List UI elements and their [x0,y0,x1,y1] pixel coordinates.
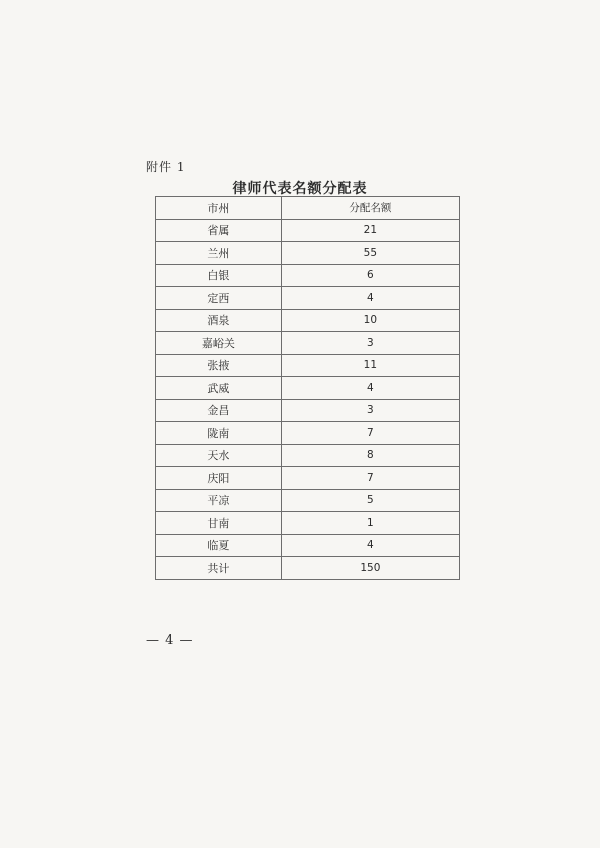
table-row [156,512,460,535]
quota-cell: 8 [281,444,459,467]
table-row [156,219,460,242]
city-cell: 兰州 [156,242,282,265]
table-row [156,534,460,557]
quota-cell: 4 [281,287,459,310]
city-cell: 张掖 [156,354,282,377]
quota-cell: 1 [281,512,459,535]
attachment-label: 附件 1 [146,160,186,174]
quota-cell: 5 [281,489,459,512]
city-cell: 武威 [156,377,282,400]
table-row [156,242,460,265]
table-row [156,422,460,445]
city-cell: 定西 [156,287,282,310]
quota-cell: 11 [281,354,459,377]
table-row [156,264,460,287]
table-row [156,467,460,490]
table-row [156,489,460,512]
table-row [156,399,460,422]
city-cell: 省属 [156,219,282,242]
quota-cell: 7 [281,422,459,445]
city-cell: 白银 [156,264,282,287]
document-title: 律师代表名额分配表 [232,181,368,197]
city-cell: 陇南 [156,422,282,445]
table-row [156,332,460,355]
quota-cell: 21 [281,219,459,242]
city-cell: 酒泉 [156,309,282,332]
header-city: 市州 [156,197,282,220]
table-row [156,287,460,310]
city-cell: 临夏 [156,534,282,557]
quota-cell: 3 [281,332,459,355]
city-cell: 嘉峪关 [156,332,282,355]
quota-cell: 4 [281,534,459,557]
city-cell: 甘南 [156,512,282,535]
city-cell: 天水 [156,444,282,467]
table-total-row [156,557,460,580]
city-cell: 平凉 [156,489,282,512]
page-number: — 4 — [146,633,194,648]
table-row [156,444,460,467]
table-row [156,354,460,377]
header-quota: 分配名额 [281,197,459,220]
table-row [156,377,460,400]
quota-cell: 55 [281,242,459,265]
table-header-row [156,197,460,220]
quota-cell: 4 [281,377,459,400]
quota-table [155,196,460,580]
quota-cell: 7 [281,467,459,490]
quota-cell: 10 [281,309,459,332]
table-row [156,309,460,332]
quota-cell: 3 [281,399,459,422]
total-value-cell: 150 [281,557,459,580]
quota-cell: 6 [281,264,459,287]
city-cell: 庆阳 [156,467,282,490]
city-cell: 金昌 [156,399,282,422]
total-label-cell: 共计 [156,557,282,580]
